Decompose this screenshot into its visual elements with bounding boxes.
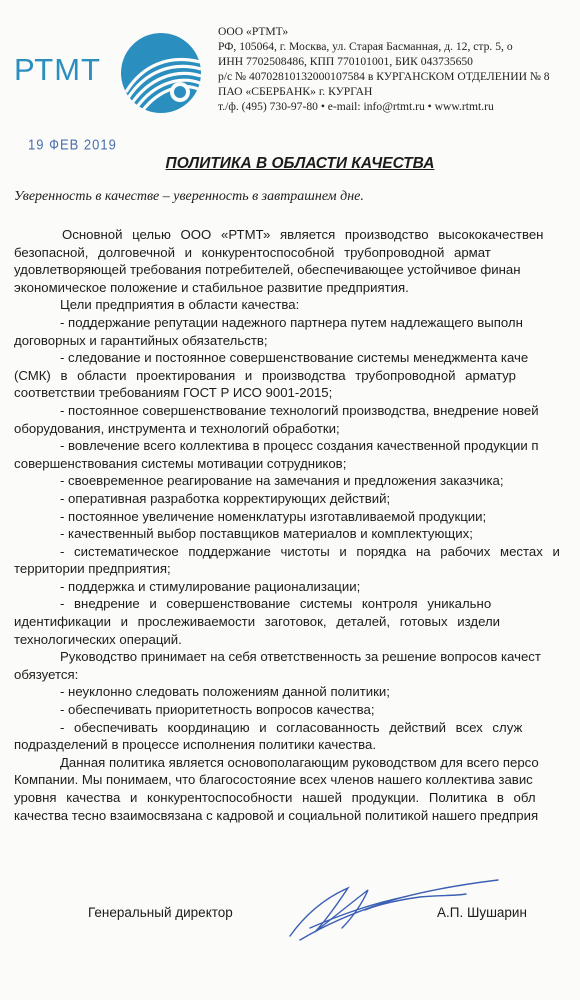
policy-text-line: - следование и постоянное совершенствование системы менеджмента каче <box>60 350 529 366</box>
policy-text-line: удовлетворяющей требования потребителей, обеспечивающее устойчивое финан <box>14 262 521 278</box>
company-bank-name: ПАО «СБЕРБАНК» г. КУРГАН <box>218 85 373 98</box>
policy-text-line: территории предприятия; <box>14 561 171 577</box>
policy-text-line: договорных и гарантийных обязательств; <box>14 332 268 348</box>
policy-body <box>14 226 580 824</box>
policy-text-line: безопасной, долговечной и конкурентоспособной трубопроводной армат <box>14 244 491 260</box>
policy-text-line: уровня качества и конкурентоспособности нашей продукции. Политика в обл <box>14 790 536 805</box>
policy-text-line: обязуется: <box>14 666 79 682</box>
company-address: РФ, 105064, г. Москва, ул. Старая Басманная, д. 12, стр. 5, о <box>218 40 513 53</box>
company-details <box>218 24 580 114</box>
company-logo-text: РТМТ <box>14 52 101 87</box>
policy-text-line: - поддержание репутации надежного партнера путем надлежащего выполн <box>60 314 523 330</box>
policy-text-line: Компании. Мы понимаем, что благосостояние всех членов нашего коллектива завис <box>14 772 533 788</box>
signer-role: Генеральный директор <box>88 905 233 920</box>
policy-text-line: Данная политика является основополагающим руководством для всего персо <box>60 754 539 770</box>
policy-text-line: Цели предприятия в области качества: <box>60 297 300 313</box>
policy-text-line: - систематическое поддержание чистоты и порядка на рабочих местах и <box>60 543 560 559</box>
policy-text-line: - постоянное увеличение номенклатуры изготавливаемой продукции; <box>60 508 487 524</box>
policy-text-line: - обеспечивать координацию и согласованность действий всех служ <box>60 719 523 735</box>
document-title: ПОЛИТИКА В ОБЛАСТИ КАЧЕСТВА <box>165 155 435 172</box>
policy-text-line: (СМК) в области проектирования и производства трубопроводной арматур <box>14 367 516 383</box>
policy-text-line: - внедрение и совершенствование системы контроля уникально <box>60 596 492 612</box>
policy-text-line: экономическое положение и стабильное развитие предприятия. <box>14 279 409 295</box>
policy-text-line: - обеспечивать приоритетность вопросов качества; <box>60 702 375 718</box>
policy-text-line: - постоянное совершенствование технологий производства, внедрение новей <box>60 402 539 418</box>
company-logo-icon <box>120 32 202 114</box>
policy-text-line: технологических операций. <box>14 631 182 647</box>
policy-text-line: совершенствования системы мотивации сотрудников; <box>14 455 347 471</box>
motto-line: Уверенность в качестве – уверенность в завтрашнем дне. <box>14 189 364 204</box>
policy-text-line: Руководство принимает на себя ответственность за решение вопросов качест <box>60 649 541 665</box>
policy-text-line: Основной целью ООО «РТМТ» является производство высококачествен <box>62 227 544 242</box>
company-contacts: т./ф. (495) 730-97-80 • e-mail: info@rtmt.ru • www.rtmt.ru <box>218 100 494 113</box>
company-name: ООО «РТМТ» <box>218 25 289 38</box>
policy-text-line: - неуклонно следовать положениям данной политики; <box>60 684 390 700</box>
company-bank-account: р/с № 40702810132000107584 в КУРГАНСКОМ ОТДЕЛЕНИИ № 8 <box>218 70 550 83</box>
policy-text-line: оборудования, инструмента и технологий обработки; <box>14 420 340 436</box>
date-stamp: 19 ФЕВ 2019 <box>28 136 117 153</box>
policy-text-line: - оперативная разработка корректирующих действий; <box>60 490 391 506</box>
policy-text-line: - поддержка и стимулирование рационализации; <box>60 578 361 594</box>
policy-text-line: - вовлечение всего коллектива в процесс создания качественной продукции п <box>60 438 539 454</box>
policy-text-line: соответствии требованиям ГОСТ Р ИСО 9001-2015; <box>14 385 333 401</box>
policy-text-line: идентификации и прослеживаемости заготовок, деталей, готовых издели <box>14 614 501 630</box>
signer-name: А.П. Шушарин <box>437 905 527 920</box>
company-tax-ids: ИНН 7702508486, КПП 770101001, БИК 043735650 <box>218 55 473 68</box>
policy-text-line: подразделений в процессе исполнения политики качества. <box>14 737 377 753</box>
policy-text-line: - своевременное реагирование на замечания и предложения заказчика; <box>60 473 504 489</box>
policy-text-line: - качественный выбор поставщиков материалов и комплектующих; <box>60 526 473 542</box>
policy-text-line: качества тесно взаимосвязана с кадровой и социальной политикой нашего предприя <box>14 807 539 823</box>
